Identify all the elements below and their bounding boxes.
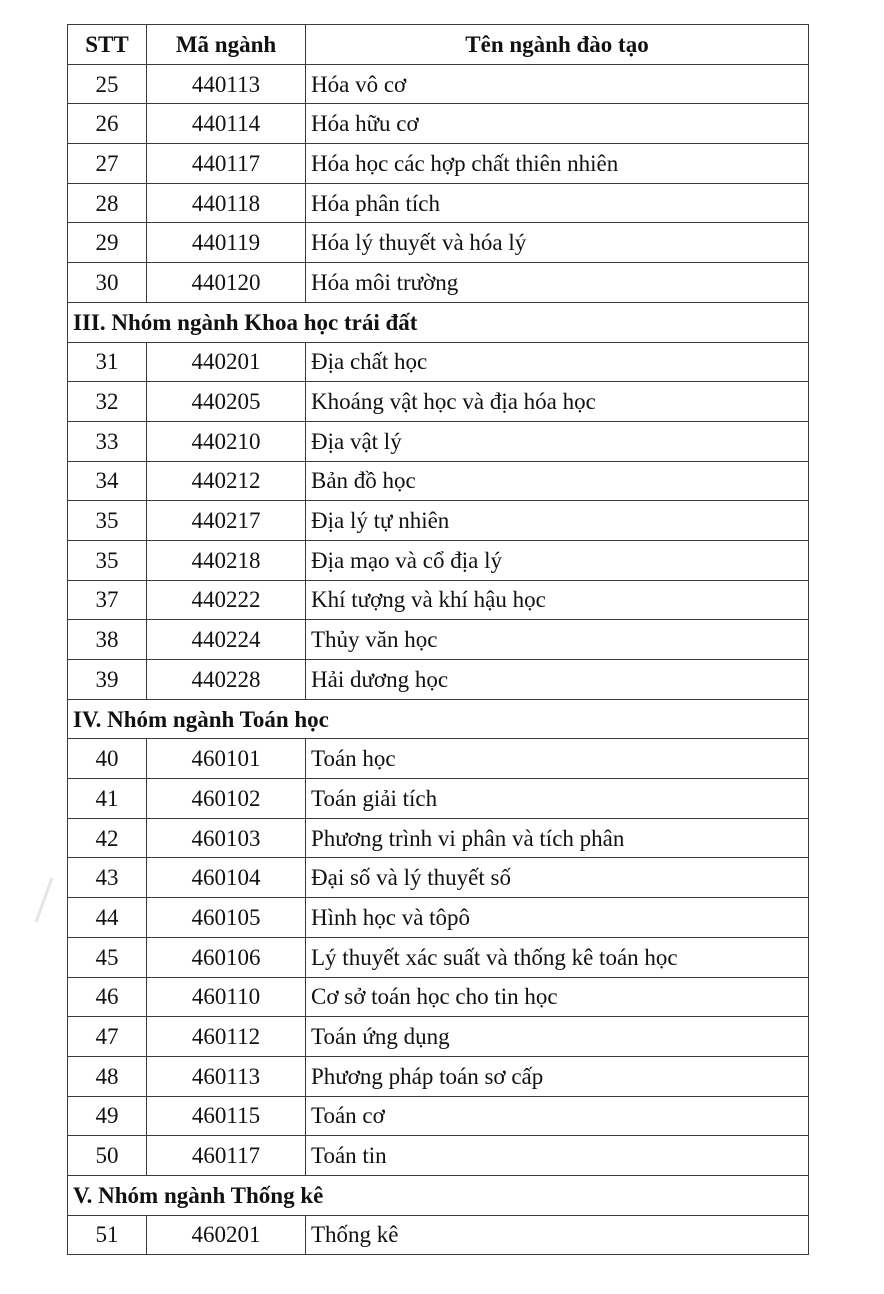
table-row bbox=[68, 144, 809, 184]
code-cell: 440212 bbox=[147, 461, 306, 501]
stt-cell: 42 bbox=[68, 818, 147, 858]
table-row bbox=[68, 858, 809, 898]
name-cell: Địa vật lý bbox=[306, 421, 809, 461]
table-row bbox=[68, 977, 809, 1017]
name-cell: Toán cơ bbox=[306, 1096, 809, 1136]
stt-cell: 28 bbox=[68, 183, 147, 223]
stt-cell: 50 bbox=[68, 1136, 147, 1176]
stt-cell: 27 bbox=[68, 144, 147, 184]
table-row bbox=[68, 104, 809, 144]
code-cell: 460117 bbox=[147, 1136, 306, 1176]
stt-cell: 33 bbox=[68, 421, 147, 461]
group-title: IV. Nhóm ngành Toán học bbox=[68, 699, 809, 739]
code-cell: 460103 bbox=[147, 818, 306, 858]
name-cell: Hóa phân tích bbox=[306, 183, 809, 223]
stt-cell: 49 bbox=[68, 1096, 147, 1136]
code-cell: 440222 bbox=[147, 580, 306, 620]
table-row bbox=[68, 342, 809, 382]
code-cell: 440217 bbox=[147, 501, 306, 541]
stt-cell: 44 bbox=[68, 898, 147, 938]
code-cell: 460110 bbox=[147, 977, 306, 1017]
stt-cell: 38 bbox=[68, 620, 147, 660]
name-cell: Địa mạo và cổ địa lý bbox=[306, 540, 809, 580]
name-cell: Hóa môi trường bbox=[306, 263, 809, 303]
table-row bbox=[68, 1056, 809, 1096]
code-cell: 460115 bbox=[147, 1096, 306, 1136]
group-row bbox=[68, 302, 809, 342]
code-cell: 460104 bbox=[147, 858, 306, 898]
table-row bbox=[68, 660, 809, 700]
code-cell: 440224 bbox=[147, 620, 306, 660]
code-cell: 460105 bbox=[147, 898, 306, 938]
stt-cell: 43 bbox=[68, 858, 147, 898]
stt-cell: 31 bbox=[68, 342, 147, 382]
name-cell: Phương pháp toán sơ cấp bbox=[306, 1056, 809, 1096]
code-cell: 440120 bbox=[147, 263, 306, 303]
group-row bbox=[68, 699, 809, 739]
name-cell: Toán học bbox=[306, 739, 809, 779]
stt-cell: 41 bbox=[68, 779, 147, 819]
name-cell: Khí tượng và khí hậu học bbox=[306, 580, 809, 620]
name-cell: Hóa hữu cơ bbox=[306, 104, 809, 144]
stt-cell: 45 bbox=[68, 937, 147, 977]
stt-cell: 25 bbox=[68, 64, 147, 104]
table-row bbox=[68, 580, 809, 620]
stt-cell: 30 bbox=[68, 263, 147, 303]
code-cell: 440205 bbox=[147, 382, 306, 422]
table-header bbox=[68, 25, 809, 65]
stt-cell: 29 bbox=[68, 223, 147, 263]
header-name: Tên ngành đào tạo bbox=[306, 25, 809, 65]
name-cell: Toán ứng dụng bbox=[306, 1017, 809, 1057]
header-stt: STT bbox=[68, 25, 147, 65]
code-cell: 440228 bbox=[147, 660, 306, 700]
stt-cell: 47 bbox=[68, 1017, 147, 1057]
code-cell: 460101 bbox=[147, 739, 306, 779]
name-cell: Toán tin bbox=[306, 1136, 809, 1176]
code-cell: 440201 bbox=[147, 342, 306, 382]
name-cell: Toán giải tích bbox=[306, 779, 809, 819]
stt-cell: 32 bbox=[68, 382, 147, 422]
code-cell: 440117 bbox=[147, 144, 306, 184]
stt-cell: 39 bbox=[68, 660, 147, 700]
code-cell: 460102 bbox=[147, 779, 306, 819]
stt-cell: 35 bbox=[68, 540, 147, 580]
name-cell: Bản đồ học bbox=[306, 461, 809, 501]
name-cell: Lý thuyết xác suất và thống kê toán học bbox=[306, 937, 809, 977]
code-cell: 440119 bbox=[147, 223, 306, 263]
table-row bbox=[68, 501, 809, 541]
table-row bbox=[68, 382, 809, 422]
name-cell: Hóa học các hợp chất thiên nhiên bbox=[306, 144, 809, 184]
table-row bbox=[68, 898, 809, 938]
code-cell: 440210 bbox=[147, 421, 306, 461]
table-row bbox=[68, 461, 809, 501]
group-title: III. Nhóm ngành Khoa học trái đất bbox=[68, 302, 809, 342]
code-cell: 440118 bbox=[147, 183, 306, 223]
name-cell: Địa lý tự nhiên bbox=[306, 501, 809, 541]
watermark-mark bbox=[30, 870, 70, 930]
stt-cell: 46 bbox=[68, 977, 147, 1017]
code-cell: 460113 bbox=[147, 1056, 306, 1096]
table-row bbox=[68, 223, 809, 263]
name-cell: Địa chất học bbox=[306, 342, 809, 382]
table-row bbox=[68, 739, 809, 779]
code-cell: 460112 bbox=[147, 1017, 306, 1057]
group-row bbox=[68, 1175, 809, 1215]
table-row bbox=[68, 1096, 809, 1136]
name-cell: Hóa lý thuyết và hóa lý bbox=[306, 223, 809, 263]
name-cell: Đại số và lý thuyết số bbox=[306, 858, 809, 898]
stt-cell: 37 bbox=[68, 580, 147, 620]
table-row bbox=[68, 183, 809, 223]
name-cell: Phương trình vi phân và tích phân bbox=[306, 818, 809, 858]
table-body bbox=[68, 64, 809, 1255]
code-cell: 440218 bbox=[147, 540, 306, 580]
table-row bbox=[68, 937, 809, 977]
name-cell: Hóa vô cơ bbox=[306, 64, 809, 104]
name-cell: Thống kê bbox=[306, 1215, 809, 1255]
table-row bbox=[68, 620, 809, 660]
header-row bbox=[68, 25, 809, 65]
name-cell: Hải dương học bbox=[306, 660, 809, 700]
stt-cell: 35 bbox=[68, 501, 147, 541]
table-row bbox=[68, 1017, 809, 1057]
table-row bbox=[68, 1215, 809, 1255]
code-cell: 460201 bbox=[147, 1215, 306, 1255]
stt-cell: 48 bbox=[68, 1056, 147, 1096]
table-row bbox=[68, 1136, 809, 1176]
stt-cell: 34 bbox=[68, 461, 147, 501]
code-cell: 440113 bbox=[147, 64, 306, 104]
stt-cell: 51 bbox=[68, 1215, 147, 1255]
header-code: Mã ngành bbox=[147, 25, 306, 65]
stt-cell: 40 bbox=[68, 739, 147, 779]
code-cell: 440114 bbox=[147, 104, 306, 144]
name-cell: Cơ sở toán học cho tin học bbox=[306, 977, 809, 1017]
code-cell: 460106 bbox=[147, 937, 306, 977]
table-row bbox=[68, 540, 809, 580]
name-cell: Khoáng vật học và địa hóa học bbox=[306, 382, 809, 422]
name-cell: Thủy văn học bbox=[306, 620, 809, 660]
name-cell: Hình học và tôpô bbox=[306, 898, 809, 938]
group-title: V. Nhóm ngành Thống kê bbox=[68, 1175, 809, 1215]
table-row bbox=[68, 64, 809, 104]
table-row bbox=[68, 818, 809, 858]
table-row bbox=[68, 421, 809, 461]
majors-table bbox=[67, 24, 809, 1255]
table-row bbox=[68, 779, 809, 819]
table-row bbox=[68, 263, 809, 303]
stt-cell: 26 bbox=[68, 104, 147, 144]
